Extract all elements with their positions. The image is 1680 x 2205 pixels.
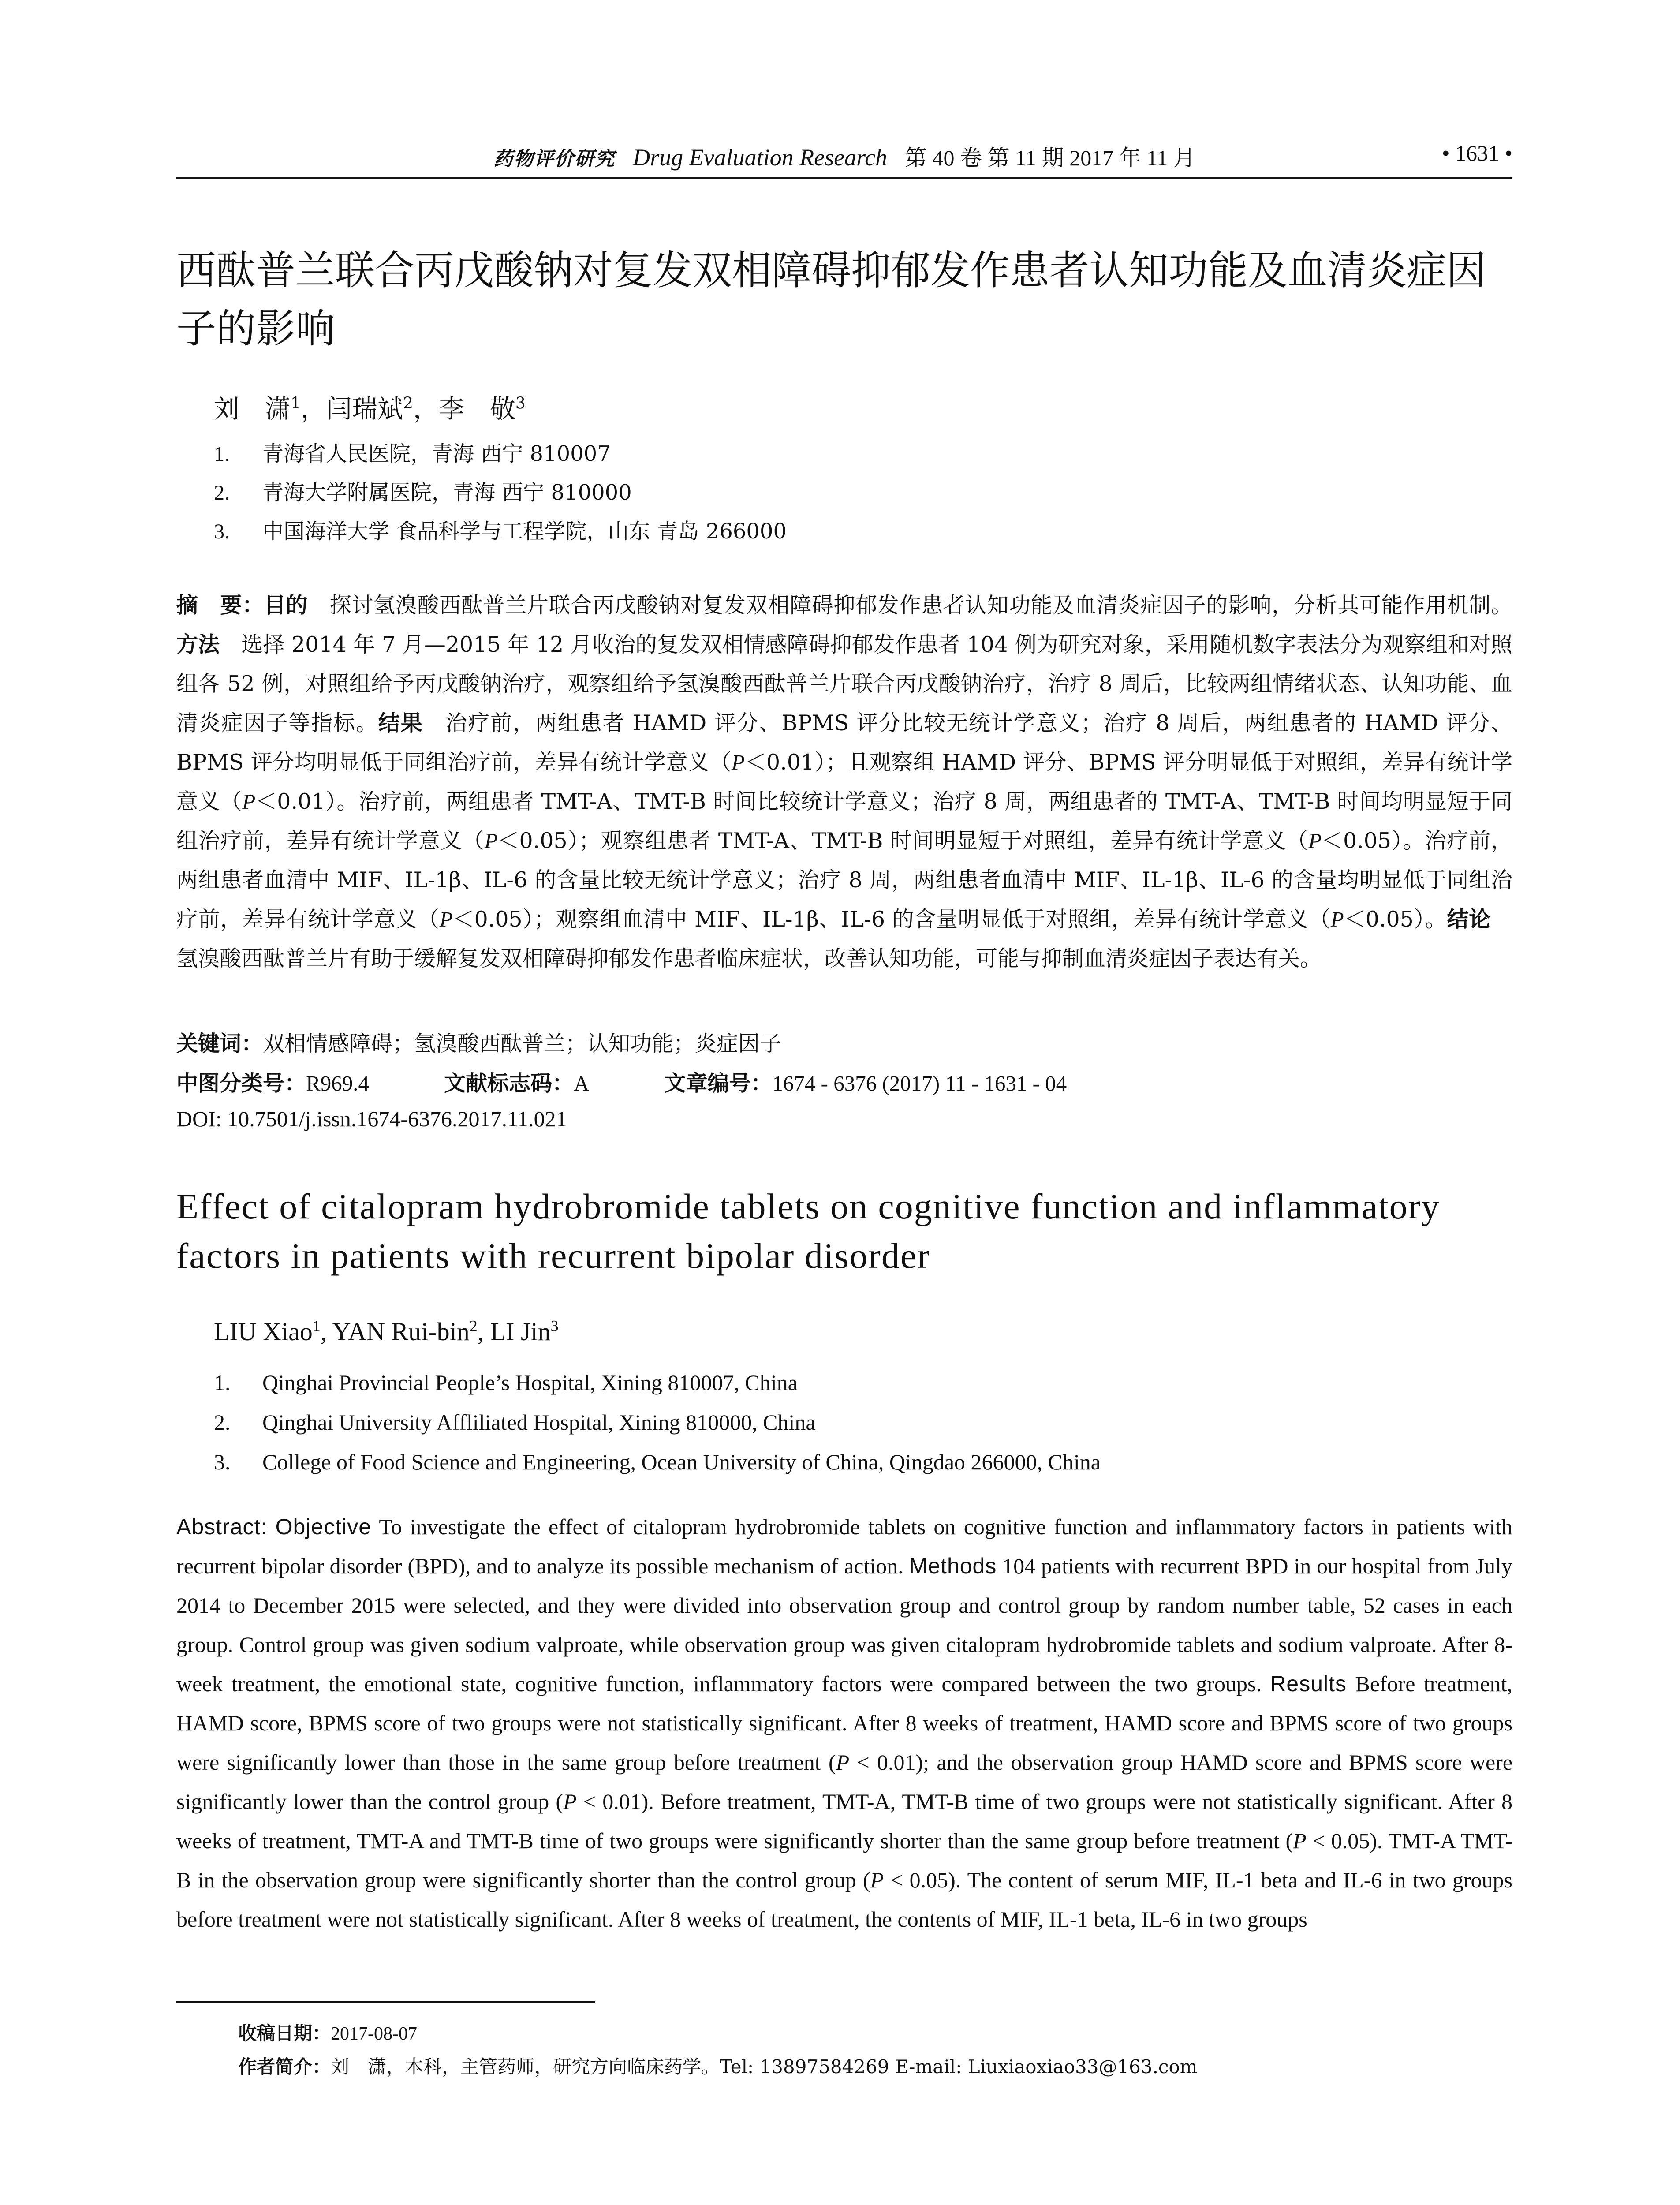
- en-results-label: Results: [1270, 1671, 1347, 1696]
- bio-label: 作者简介：: [238, 2056, 331, 2078]
- en-objective-text: To investigate the effect of citalopram hydrobromide tablets on cognitive function and inflammatory factors in patients with recurrent bipolar disorder (BPD), and to analyze its possible mechanism of action.: [176, 1514, 1513, 1578]
- cn-author-sep: ，: [413, 394, 439, 424]
- cn-aff-text: 中国海洋大学 食品科学与工程学院，山东 青岛 266000: [262, 519, 787, 544]
- cn-results-text: ＜0.05）。: [1344, 907, 1447, 932]
- cn-results-text: ＜0.05）；观察组血清中 MIF、IL-1β、IL-6 的含量明显低于对照组，差异有统计学意义（: [452, 907, 1331, 932]
- en-affiliation: [214, 1409, 816, 1435]
- article-no-value: 1674 - 6376 (2017) 11 - 1631 - 04: [772, 1071, 1067, 1095]
- cn-author-sup: 2: [403, 394, 413, 413]
- en-author-name: YAN Rui-bin: [332, 1317, 470, 1346]
- cn-aff-num: 3.: [214, 520, 230, 543]
- cn-results-text: ＜0.05）。治疗前，两组患者血清中 MIF、IL-1β、IL-6 的含量比较无统计学意义；治疗 8 周，两组患者血清中 MIF、IL-1β、IL-6 的含量均明显低于同组治疗前，差异有统计学意义（: [176, 828, 1512, 932]
- footnote-rule: [176, 2001, 595, 2003]
- cn-aff-num: 2.: [214, 481, 230, 505]
- p-symbol: P: [732, 750, 745, 774]
- cn-conclusion-text: 氢溴酸西酞普兰片有助于缓解复发双相障碍抑郁发作患者临床症状，改善认知功能，可能与抑制血清炎症因子表达有关。: [176, 907, 1512, 971]
- en-aff-text: College of Food Science and Engineering, Ocean University of China, Qingdao 266000, China: [262, 1450, 1101, 1474]
- en-aff-text: Qinghai University Affliliated Hospital, Xining 810000, China: [262, 1410, 816, 1435]
- cn-author-name: 刘 潇: [214, 394, 291, 424]
- en-author-sep: ,: [477, 1317, 490, 1346]
- cn-abstract-label: 摘 要：: [176, 593, 264, 618]
- cn-abstract: [176, 586, 1512, 978]
- footnote-author-bio: [238, 2052, 1198, 2079]
- cn-methods-label: 方法: [176, 632, 220, 657]
- en-abstract-label: Abstract:: [176, 1514, 268, 1539]
- cn-results-label: 结果: [378, 710, 423, 736]
- doc-code-value: A: [573, 1071, 590, 1095]
- p-symbol: P: [563, 1789, 577, 1814]
- p-symbol: P: [439, 907, 453, 931]
- received-label: 收稿日期：: [238, 2022, 331, 2044]
- keywords-text: 双相情感障碍；氢溴酸西酞普兰；认知功能；炎症因子: [263, 1031, 782, 1056]
- en-author-name: LI Jin: [490, 1317, 551, 1346]
- cn-author-sep: ，: [300, 394, 326, 424]
- issue-info: 第 40 卷 第 11 期 2017 年 11 月: [905, 146, 1195, 170]
- p-symbol: P: [242, 789, 256, 814]
- cn-classification: [176, 1066, 1067, 1097]
- p-symbol: P: [484, 829, 498, 853]
- clc-value: R969.4: [306, 1071, 369, 1095]
- cn-authors: [214, 388, 526, 425]
- cn-affiliation: [214, 437, 611, 467]
- en-results-text: < 0.05). TMT-A TMT-B in the observation group were significantly shorter than the control group (: [176, 1828, 1512, 1892]
- journal-logo: 药物评价研究: [493, 148, 616, 170]
- cn-results-text: ＜0.01）。治疗前，两组患者 TMT-A、TMT-B 时间比较统计学意义；治疗 8 周，两组患者的 TMT-A、TMT-B 时间均明显短于同组治疗前，差异有统计学意义（: [176, 789, 1512, 853]
- received-date: 2017-08-07: [331, 2024, 417, 2044]
- cn-aff-text: 青海大学附属医院，青海 西宁 810000: [262, 480, 632, 505]
- en-results-text: < 0.05). The content of serum MIF, IL-1 beta and IL-6 in two groups before treatment were not statistically significant. After 8 weeks of treatment, the contents of MIF, IL-1 beta, IL-6 in two groups: [176, 1868, 1512, 1932]
- en-author-sup: 3: [550, 1317, 559, 1335]
- cn-results-text: ＜0.05）；观察组患者 TMT-A、TMT-B 时间明显短于对照组，差异有统计学意义（: [497, 828, 1309, 853]
- cn-objective-text: 探讨氢溴酸西酞普兰片联合丙戊酸钠对复发双相障碍抑郁发作患者认知功能及血清炎症因子的影响，分析其可能作用机制。: [308, 593, 1512, 618]
- en-author-sup: 2: [469, 1317, 478, 1335]
- p-symbol: P: [1330, 907, 1344, 931]
- cn-author-name: 李 敬: [438, 394, 515, 424]
- cn-results-text: 治疗前，两组患者 HAMD 评分、BPMS 评分比较无统计学意义；治疗 8 周后，两组患者的 HAMD 评分、BPMS 评分均明显低于同组治疗前，差异有统计学意义（: [176, 710, 1512, 775]
- en-results-text: < 0.01); and the observation group HAMD score and BPMS score were significantly lower than the control group (: [176, 1750, 1512, 1814]
- en-title: Effect of citalopram hydrobromide tablets on cognitive function and inflammatory factors in patients with recurrent bipolar disorder: [176, 1186, 1440, 1276]
- en-aff-text: Qinghai Provincial People’s Hospital, Xining 810007, China: [262, 1370, 798, 1395]
- cn-author-sup: 3: [515, 394, 526, 413]
- header-rule: [176, 177, 1512, 179]
- cn-affiliation: [214, 514, 787, 545]
- en-aff-num: 3.: [214, 1450, 231, 1474]
- cn-objective-label: 目的: [264, 593, 308, 618]
- en-authors: [214, 1317, 559, 1346]
- en-aff-num: 2.: [214, 1410, 231, 1435]
- page-number: • 1631 •: [1441, 141, 1512, 165]
- cn-affiliation: [214, 475, 632, 506]
- doi: DOI: 10.7501/j.issn.1674-6376.2017.11.021: [176, 1106, 567, 1131]
- p-symbol: P: [1308, 829, 1322, 853]
- en-author-name: LIU Xiao: [214, 1317, 313, 1346]
- en-abstract: [176, 1507, 1512, 1939]
- en-results-text: Before treatment, HAMD score, BPMS score of two groups were not statistically significant. After 8 weeks of treatment, HAMD score and BPMS score of two groups were significantly lower than those in the same group before treatment (: [176, 1671, 1512, 1775]
- cn-author-name: 闫瑞斌: [326, 394, 403, 424]
- en-affiliation: [214, 1449, 1101, 1475]
- en-affiliation: [214, 1370, 798, 1395]
- footnote-received: [238, 2019, 417, 2045]
- journal-name-en: Drug Evaluation Research: [633, 144, 888, 171]
- bio-text: 刘 潇，本科，主管药师，研究方向临床药学。Tel: 13897584269 E-mail: Liuxiaoxiao33@163.com: [331, 2056, 1198, 2078]
- p-symbol: P: [870, 1868, 884, 1892]
- en-methods-label: Methods: [909, 1554, 997, 1578]
- cn-results-text: ＜0.01）；且观察组 HAMD 评分、BPMS 评分明显低于对照组，差异有统计学意义（: [176, 750, 1513, 814]
- keywords-label: 关键词：: [176, 1031, 263, 1056]
- en-author-sep: ,: [320, 1317, 332, 1346]
- article-no-label: 文章编号：: [664, 1071, 773, 1096]
- en-results-text: < 0.01). Before treatment, TMT-A, TMT-B time of two groups were not statistically significant. After 8 weeks of treatment, TMT-A and TMT-B time of two groups were significantly shorter than the same group before treatment (: [176, 1789, 1512, 1853]
- cn-conclusion-label: 结论: [1447, 907, 1491, 932]
- clc-label: 中图分类号：: [176, 1071, 306, 1096]
- running-header: [176, 140, 1512, 176]
- doc-code-label: 文献标志码：: [444, 1071, 574, 1096]
- p-symbol: P: [836, 1750, 850, 1775]
- p-symbol: P: [1293, 1828, 1307, 1853]
- cn-aff-text: 青海省人民医院，青海 西宁 810007: [262, 441, 611, 466]
- en-objective-label: Objective: [275, 1514, 372, 1539]
- cn-author-sup: 1: [291, 394, 301, 413]
- cn-title: 西酞普兰联合丙戊酸钠对复发双相障碍抑郁发作患者认知功能及血清炎症因子的影响: [176, 247, 1486, 352]
- cn-keywords: [176, 1027, 781, 1058]
- en-author-sup: 1: [312, 1317, 321, 1335]
- cn-aff-num: 1.: [214, 442, 230, 466]
- cn-methods-text: 选择 2014 年 7 月—2015 年 12 月收治的复发双相情感障碍抑郁发作患者 104 例为研究对象，采用随机数字表法分为观察组和对照组各 52 例，对照组给予丙戊酸钠治疗，观察组给予氢溴酸西酞普兰片联合丙戊酸钠治疗，治疗 8 周后，比较两组情绪状态、认知功能、血清炎症因子等指标。: [176, 632, 1512, 736]
- en-aff-num: 1.: [214, 1370, 231, 1395]
- en-methods-text: 104 patients with recurrent BPD in our hospital from July 2014 to December 2015 were selected, and they were divided into observation group and control group by random number table, 52 cases in each group. Control group was given sodium valproate, while observation group was given citalopram hydrobromide tablets and sodium valproate. After 8-week treatment, the emotional state, cognitive function, inflammatory factors were compared between the two groups.: [176, 1554, 1512, 1696]
